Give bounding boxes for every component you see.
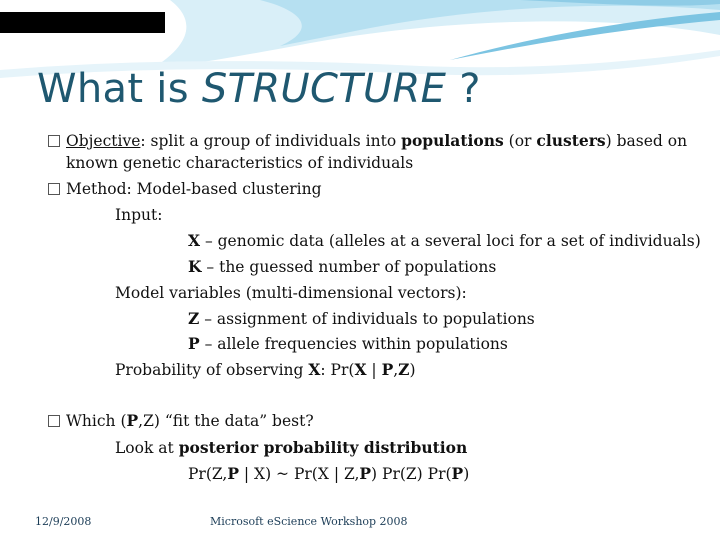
input-label: Input: [115,206,163,224]
bullet-box-icon [48,135,60,147]
bullet-objective: Objective: split a group of individuals into populations (or clusters) based on [48,131,687,151]
k-definition: K – the guessed number of populations [188,257,497,276]
z-definition: Z – assignment of individuals to populations [188,309,535,328]
model-variables-label: Model variables (multi-dimensional vectors): [115,284,467,302]
bullet-method: Method: Model-based clustering [48,179,322,199]
bullet-objective-cont: known genetic characteristics of individuals [66,154,414,172]
redaction-bar [0,12,165,33]
x-definition: X – genomic data (alleles at a several loci for a set of individuals) [188,231,701,250]
bullet-box-icon [48,415,60,427]
look-at-line: Look at posterior probability distribution [115,438,468,457]
p-definition: P – allele frequencies within populations [188,334,508,353]
footer-date: 12/9/2008 [35,515,92,528]
bullet-box-icon [48,183,60,195]
slide-title: What is STRUCTURE ? [37,66,481,112]
posterior-formula: Pr(Z,P | X) ~ Pr(X | Z,P) Pr(Z) Pr(P) [188,464,470,483]
bullet-which: Which (P,Z) “fit the data” best? [48,411,314,431]
probability-line: Probability of observing X: Pr(X | P,Z) [115,360,416,379]
footer-event: Microsoft eScience Workshop 2008 [210,515,408,528]
